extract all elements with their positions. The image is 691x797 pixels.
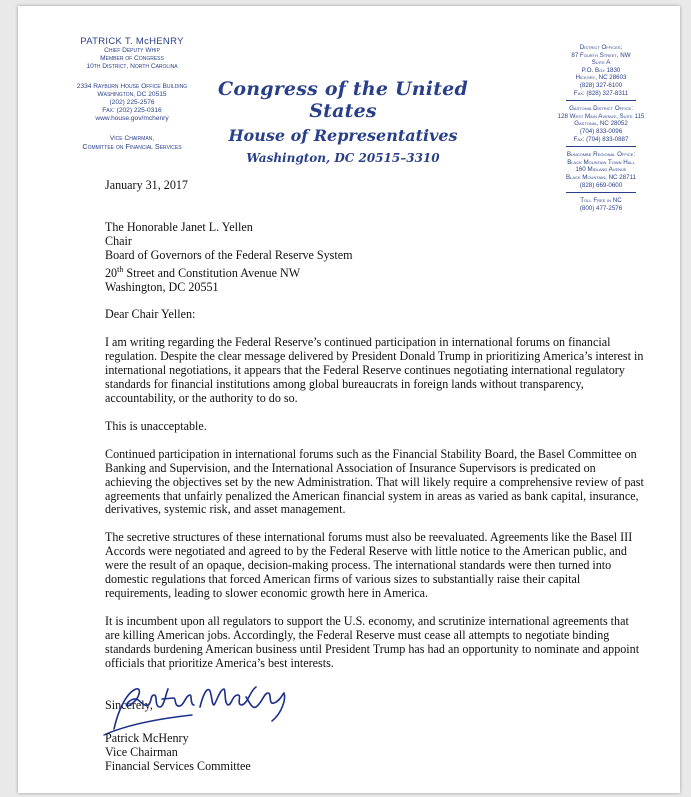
signer-committee: Financial Services Committee — [105, 758, 251, 773]
letter-date: January 31, 2017 — [105, 178, 188, 192]
paragraph-3: Continued participation in international forums such as the Financial Stability Board, the Basel Committee on Banking and Supervision, and the International Association of Insurance Supervisors is predicated on achieving the objectives set by the new Administration. That will likely require a comprehensive review of past agreements that unfairly penalized the American financial system in areas as varied as bank capital, insurance, derivatives, systemic risk, and asset management. — [105, 446, 644, 517]
signer-name: Patrick McHenry — [105, 731, 189, 745]
website-link[interactable]: www.house.gov/mchenry — [95, 115, 169, 122]
recipient-org: Board of Governors of the Federal Reserve System — [105, 247, 353, 262]
dc-office-1: 2334 Rayburn House Office Building — [76, 83, 188, 90]
district-office-3: Buncombe Regional Office: Black Mountain Town Hall 160 Midland Avenue Black Mountain, NC 28711 (828) 669-0600 — [566, 151, 636, 189]
letterhead-left — [52, 36, 212, 151]
signature-block — [105, 732, 251, 774]
letterhead-center — [208, 78, 478, 165]
member-title-1: Chief Deputy Whip — [104, 47, 160, 54]
divider — [566, 100, 636, 101]
letter-body — [105, 179, 645, 712]
house-title: House of Representatives — [228, 126, 458, 145]
district-office-1: 87 Fourth Street, NW Suite A P.O. Box 1830 Hickory, NC 28603 (828) 327-6100 Fax: (828) 327-8311 — [571, 51, 631, 97]
role-line-2: Committee on Financial Services — [82, 142, 182, 151]
paragraph-1: I am writing regarding the Federal Reserve’s continued participation in international forums on financial regulation. Despite the clear message delivered by President Donald Trump in prioritizing America’s interest in international negotiations, it appears that the Federal Reserve continues negotiating international regulatory standards for financial institutions among global bureaucrats in foreign lands without transparency, accountability, or the authority to do so. — [105, 335, 644, 405]
recipient-city: Washington, DC 20551 — [105, 279, 219, 294]
role-line-1: Vice Chairman, — [109, 135, 155, 142]
recipient-name: The Honorable Janet L. Yellen — [105, 219, 253, 234]
recipient-block — [105, 221, 645, 295]
member-name: PATRICK T. McHENRY — [80, 36, 184, 47]
paragraph-5: It is incumbent upon all regulators to support the U.S. economy, and scrutinize international agreements that are killing American jobs. Accordingly, the Federal Reserve must cease all attempts to negotiate binding standards burdening American business until President Trump has had an opportunity to nominate and appoint officials that prioritize America’s best interests. — [105, 613, 640, 670]
paragraph-4: The secretive structures of these international forums must also be reevaluated. Agreements like the Basel III Accords were negotiated and agreed to by the Federal Reserve with little notice to the American public, and were the result of an opaque, decision-making process. The international standards were then turned into domestic regulations that forced American firms of various sizes to substantially raise their capital requirements, leading to slower economic growth here in America. — [105, 530, 633, 600]
recipient-title: Chair — [105, 233, 132, 248]
toll-free: Toll Free in NC (800) 477-2576 — [579, 197, 623, 212]
dc-phone: (202) 225-2576 — [109, 99, 155, 106]
dc-office-2: Washington, DC 20515 — [97, 91, 167, 98]
washington-address: Washington, DC 20515–3310 — [246, 151, 440, 165]
closing: Sincerely, — [105, 697, 153, 712]
salutation: Dear Chair Yellen: — [105, 307, 196, 322]
member-title-3: 10th District, North Carolina — [86, 63, 178, 70]
congress-title: Congress of the United States — [218, 78, 468, 122]
signer-title: Vice Chairman — [105, 744, 178, 759]
divider — [566, 146, 636, 147]
paragraph-2: This is unacceptable. — [105, 418, 207, 433]
district-offices-label: District Offices: — [579, 44, 623, 51]
letter-page — [18, 6, 680, 793]
dc-fax: Fax: (202) 225-0316 — [102, 107, 162, 114]
member-title-2: Member of Congress — [100, 55, 164, 62]
recipient-street: 20th Street and Constitution Avenue NW — [105, 264, 301, 280]
district-office-2: Gastonia District Office: 128 West Main Avenue, Suite 115 Gastonia, NC 28052 (704) 833-0096 Fax: (704) 833-0887 — [557, 105, 645, 143]
